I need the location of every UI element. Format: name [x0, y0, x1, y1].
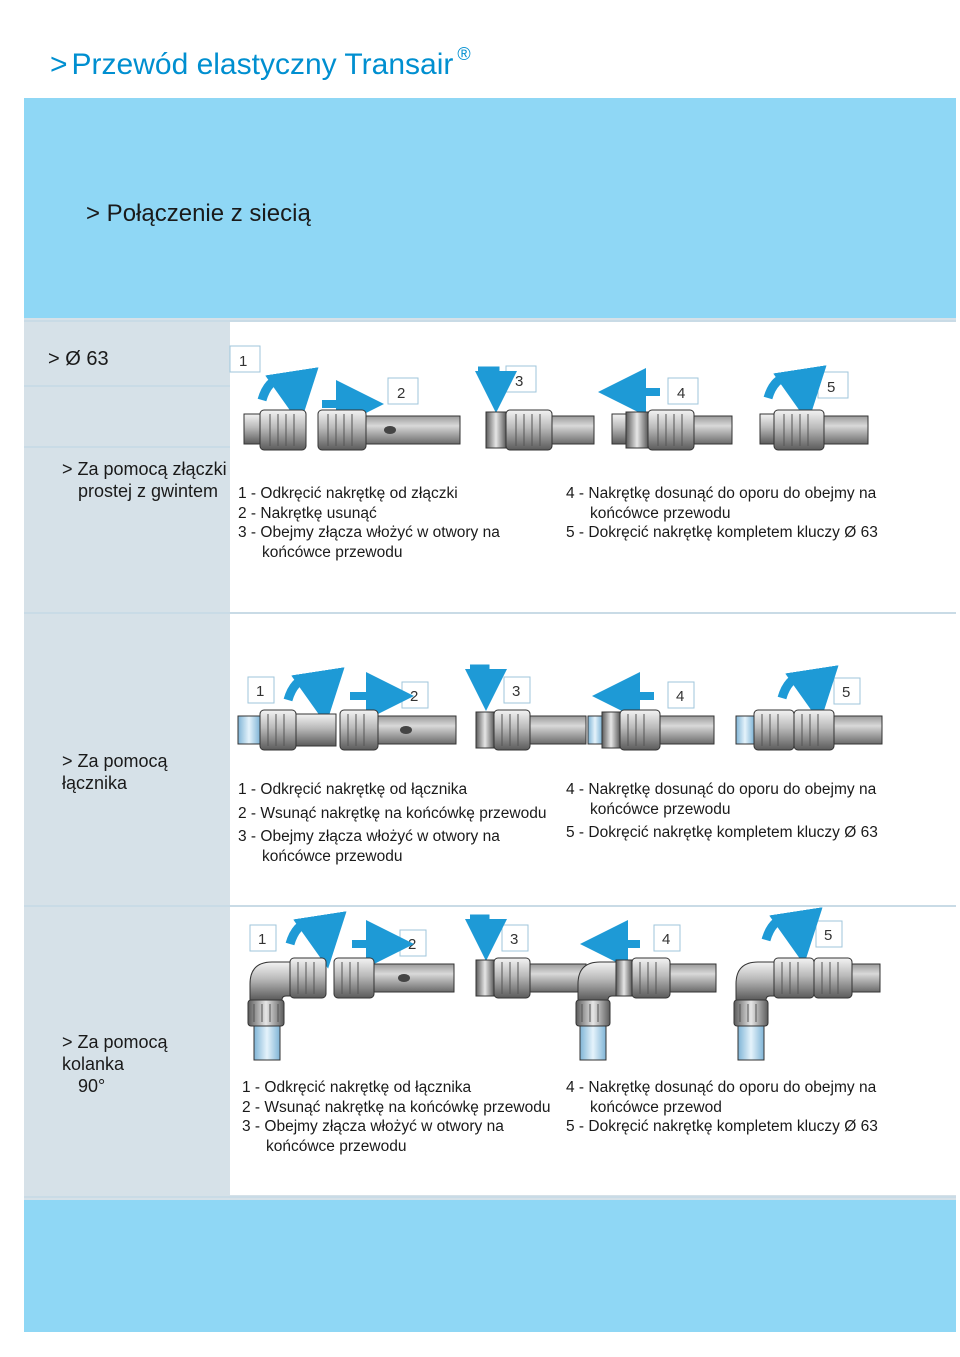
step-text: 5 - Dokręcić nakrętkę kompletem kluczy Ø 63: [566, 824, 878, 841]
steps-left-elbow: [242, 1078, 562, 1156]
insert-down-arrow-icon: [470, 668, 486, 690]
elbow-nut-slide-icon: [576, 958, 716, 1060]
section-label-line: > Za pomocą łącznika: [62, 751, 168, 793]
section-label-line: > Za pomocą kolanka: [62, 1032, 168, 1074]
step-number-box: [834, 678, 860, 704]
threaded-fitting-icon: [244, 410, 306, 450]
hose-coupler-icon: [238, 710, 336, 750]
step-text: 5 - Dokręcić nakrętkę kompletem kluczy Ø 63: [566, 1118, 878, 1135]
step-number-box: [504, 677, 530, 703]
insert-down-arrow-icon: [478, 370, 496, 392]
insert-down-arrow-icon: [470, 918, 486, 940]
section-label-line: prostej z gwintem: [78, 481, 219, 501]
step-text: 1 - Odkręcić nakrętkę od złączki: [238, 485, 458, 502]
step-text: końcówce przewodu: [262, 847, 403, 865]
step-number-box: [668, 682, 694, 708]
step-text: 1 - Odkręcić nakrętkę od łącznika: [238, 781, 468, 798]
step-text: 2 - Wsunąć nakrętkę na końcówkę przewodu: [242, 1098, 551, 1116]
step-number: 3: [512, 683, 521, 700]
nut-on-pipe-icon: [334, 958, 454, 998]
step-number: 5: [824, 927, 833, 944]
step-number: 5: [827, 379, 836, 396]
rotate-arrow-icon: [782, 677, 816, 698]
step-text: 2 - Wsunąć nakrętkę na końcówkę przewodu: [238, 804, 547, 822]
elbow-fitting-icon: [248, 958, 326, 1060]
step-number: 4: [677, 385, 686, 402]
clip-insert-icon: [476, 958, 586, 998]
nut-icon: [318, 410, 366, 450]
step-number: 1: [256, 683, 265, 700]
step-number-box: [502, 925, 528, 951]
step-number-box: [248, 677, 274, 703]
step-number: 4: [676, 688, 685, 705]
step-text: 4 - Nakrętkę dosunąć do oporu do obejmy na: [566, 1079, 877, 1096]
rotate-arrow-icon: [290, 923, 324, 944]
rotate-arrow-icon: [262, 379, 296, 400]
steps-right-coupler: [566, 780, 936, 843]
step-number: 4: [662, 931, 671, 948]
step-number-box: [388, 378, 418, 404]
registered-mark: ®: [457, 44, 471, 64]
steps-right-elbow: [566, 1078, 936, 1137]
step-number: 3: [510, 931, 519, 948]
step-text: końcówce przewod: [590, 1098, 722, 1116]
page-title: > Przewód elastyczny Transair ®: [50, 44, 471, 81]
clip-insert-icon: [476, 710, 586, 750]
nut-on-pipe-icon: [340, 710, 456, 750]
tightened-fitting-icon: [760, 410, 868, 450]
step-text: końcówce przewodu: [590, 504, 731, 522]
step-text: końcówce przewodu: [590, 800, 731, 818]
step-number: 1: [239, 353, 248, 370]
step-number: 5: [842, 684, 851, 701]
step-text: 4 - Nakrętkę dosunąć do oporu do obejmy na: [566, 781, 877, 798]
step-number-box: [818, 372, 848, 398]
step-number-box: [250, 925, 276, 951]
step-illustrations-straight-connector: [230, 346, 868, 450]
step-number: 1: [258, 931, 267, 948]
clip-insert-icon: [486, 410, 594, 450]
step-number-box: [668, 378, 698, 404]
step-number-box: [506, 366, 536, 392]
elbow-tightened-icon: [734, 958, 880, 1060]
rotate-arrow-icon: [288, 679, 322, 700]
step-number: 2: [408, 936, 417, 953]
step-text: 1 - Odkręcić nakrętkę od łącznika: [242, 1079, 472, 1096]
tightened-coupler-icon: [736, 710, 882, 750]
step-number: 3: [515, 373, 524, 390]
section-label-line: 90°: [78, 1076, 106, 1096]
step-number-box: [402, 682, 428, 708]
pipe-end-icon: [366, 416, 460, 444]
step-number-box: [816, 921, 842, 947]
nut-slide-icon: [588, 710, 714, 750]
step-number: 2: [410, 688, 419, 705]
step-number: 2: [397, 385, 406, 402]
step-text: 3 - Obejmy złącza włożyć w otwory na: [242, 1118, 504, 1135]
step-text: 4 - Nakrętkę dosunąć do oporu do obejmy na: [566, 485, 877, 502]
rotate-arrow-icon: [768, 377, 804, 398]
section-label-line: > Za pomocą złączki: [62, 459, 227, 479]
step-text: 5 - Dokręcić nakrętkę kompletem kluczy Ø 63: [566, 524, 878, 541]
diameter-label: > Ø 63: [48, 348, 109, 370]
step-text: 3 - Obejmy złącza włożyć w otwory na: [238, 828, 500, 845]
step-number-box: [230, 346, 260, 372]
steps-left-coupler: [238, 780, 558, 866]
step-text: końcówce przewodu: [262, 543, 403, 561]
section-subtitle: > Połączenie z siecią: [86, 200, 311, 227]
step-text: 2 - Nakrętkę usunąć: [238, 504, 377, 522]
step-number-box: [654, 925, 680, 951]
step-text: 3 - Obejmy złącza włożyć w otwory na: [238, 524, 500, 541]
step-illustrations-coupler: [238, 668, 882, 750]
rotate-arrow-icon: [766, 919, 800, 940]
step-number-box: [400, 930, 426, 956]
steps-right-straight-connector: [566, 484, 936, 543]
step-illustrations-elbow: [248, 918, 880, 1060]
nut-slide-icon: [612, 410, 732, 450]
steps-left-straight-connector: [238, 484, 548, 562]
step-text: końcówce przewodu: [266, 1137, 407, 1155]
